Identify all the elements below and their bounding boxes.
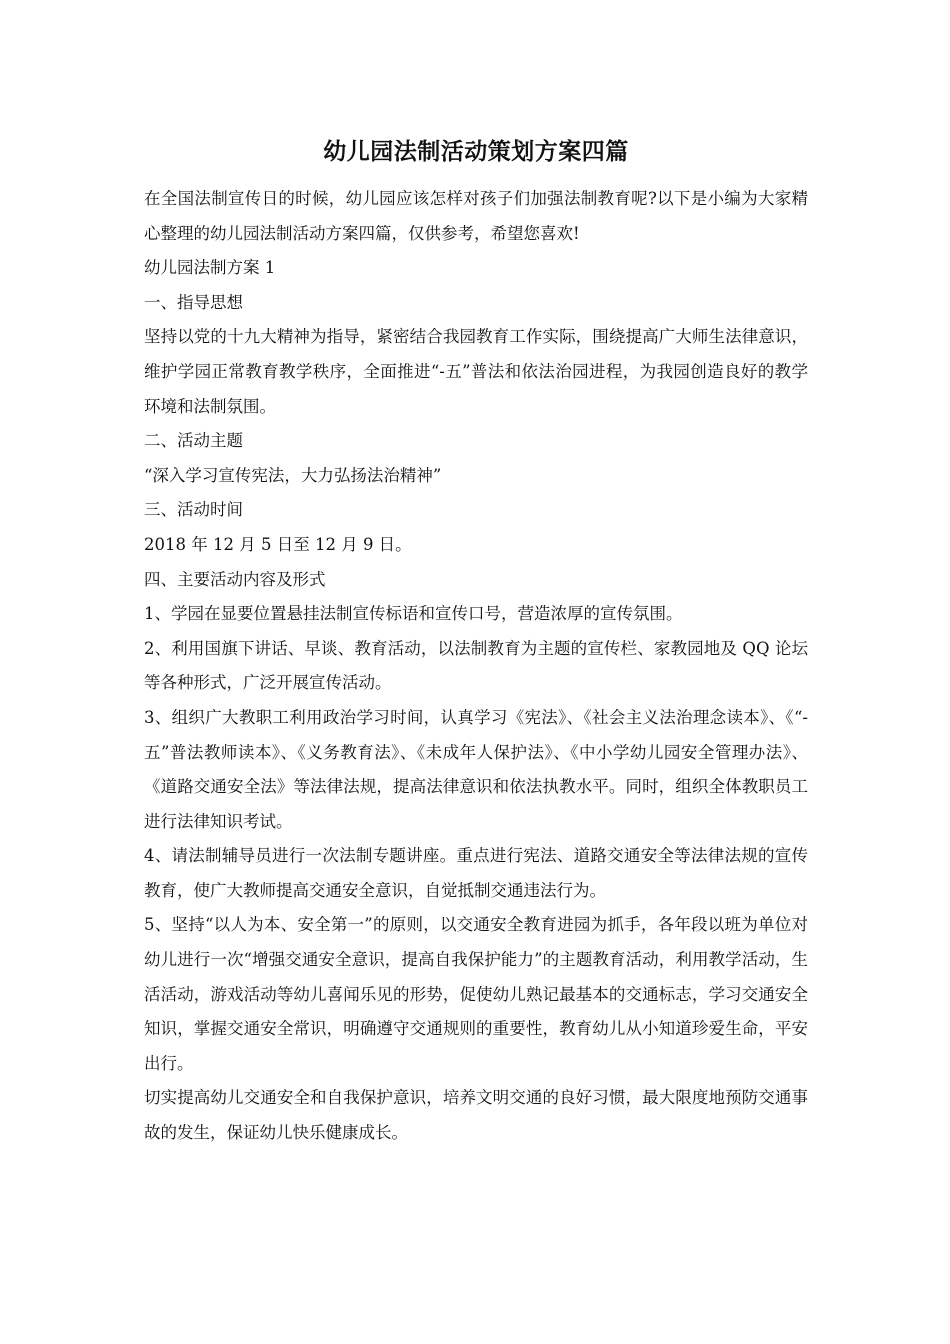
activity-item-4: 4、请法制辅导员进行一次法制专题讲座。重点进行宪法、道路交通安全等法律法规的宣传教育，使广大教师提高交通安全意识，自觉抵制交通违法行为。 xyxy=(144,846,808,900)
activity-item-3: 3、组织广大教职工利用政治学习时间，认真学习《宪法》、《社会主义法治理念读本》、《“-五”普法教师读本》、《义务教育法》、《未成年人保护法》、《中小学幼儿园安全管理办法》、《道路交通安全法》等法律法规，提高法律意识和依法执教水平。同时，组织全体教职员工进行法律知识考试。 xyxy=(144,707,808,831)
section-heading-main-activities: 四、主要活动内容及形式 xyxy=(144,569,326,589)
guiding-ideology-paragraph: 坚持以党的十九大精神为指导，紧密结合我园教育工作实际，围绕提高广大师生法律意识，维护学园正常教育教学秩序，全面推进“-五”普法和依法治园进程，为我园创造良好的教学环境和法制氛围。 xyxy=(144,327,808,416)
closing-paragraph: 切实提高幼儿交通安全和自我保护意识，培养文明交通的良好习惯，最大限度地预防交通事故的发生，保证幼儿快乐健康成长。 xyxy=(144,1088,808,1143)
document-body xyxy=(144,130,808,1151)
section-heading-activity-time: 三、活动时间 xyxy=(144,500,243,520)
activity-time-paragraph: 2018 年 12 月 5 日至 12 月 9 日。 xyxy=(144,534,412,554)
plan-heading: 幼儿园法制方案 1 xyxy=(144,258,276,278)
activity-item-5: 5、坚持“以人为本、安全第一”的原则，以交通安全教育进园为抓手，各年段以班为单位对幼儿进行一次“增强交通安全意识，提高自我保护能力”的主题教育活动，利用教学活动，生活活动，游戏活动等幼儿喜闻乐见的形势，促使幼儿熟记最基本的交通标志，学习交通安全知识，掌握交通安全常识，明确遵守交通规则的重要性，教育幼儿从小知道珍爱生命，平安出行。 xyxy=(144,915,808,1073)
document-title: 幼儿园法制活动策划方案四篇 xyxy=(323,138,629,165)
section-heading-activity-theme: 二、活动主题 xyxy=(144,431,243,451)
intro-paragraph: 在全国法制宣传日的时候，幼儿园应该怎样对孩子们加强法制教育呢?以下是小编为大家精心整理的幼儿园法制活动方案四篇，仅供参考，希望您喜欢! xyxy=(144,189,808,243)
activity-item-1: 1、学园在显要位置悬挂法制宣传标语和宣传口号，营造浓厚的宣传氛围。 xyxy=(144,604,683,624)
activity-item-2: 2、利用国旗下讲话、早谈、教育活动，以法制教育为主题的宣传栏、家教园地及 QQ 论坛等各种形式，广泛开展宣传活动。 xyxy=(144,638,808,693)
activity-theme-paragraph: “深入学习宣传宪法，大力弘扬法治精神” xyxy=(144,465,442,485)
section-heading-guiding-ideology: 一、指导思想 xyxy=(144,292,243,312)
